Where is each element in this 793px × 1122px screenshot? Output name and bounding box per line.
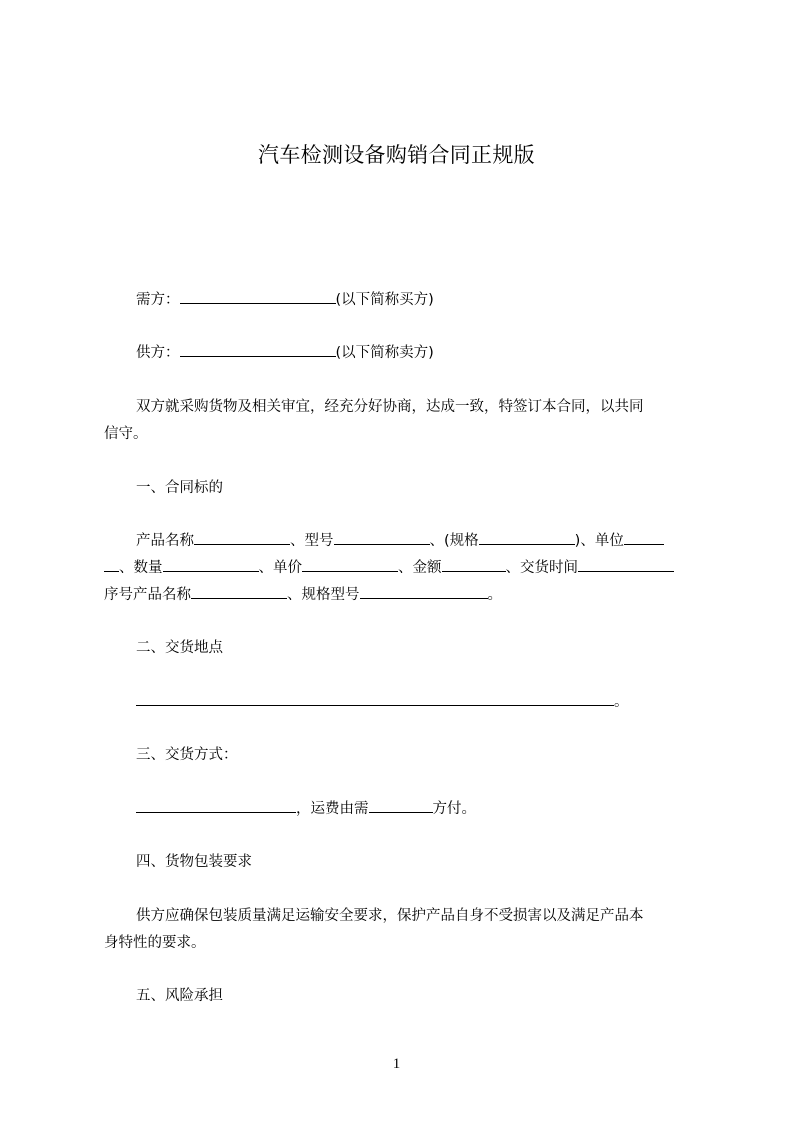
product-name-label: 产品名称 (136, 533, 194, 549)
delivery-method-blank[interactable] (136, 797, 296, 813)
packaging-line-2: 身特性的要求。 (104, 935, 206, 951)
document-title: 汽车检测设备购销合同正规版 (258, 143, 535, 167)
preamble-line-2: 信守。 (104, 426, 148, 442)
seller-line (104, 340, 728, 367)
spec-label: 、(规格 (429, 533, 479, 549)
delivery-place-end-mark: 。 (614, 694, 629, 710)
product-name-blank[interactable] (194, 529, 290, 545)
buyer-label: 需方： (136, 292, 180, 308)
buyer-line (104, 287, 728, 314)
quantity-label: 、数量 (119, 560, 163, 576)
section-heading-risk: 五、风险承担 (136, 988, 223, 1004)
spec-blank[interactable] (479, 529, 575, 545)
unit-blank-start[interactable] (624, 529, 664, 545)
page-number: 1 (392, 1056, 401, 1072)
subject-line-3 (104, 582, 696, 609)
model-blank[interactable] (334, 529, 430, 545)
seller-suffix: (以下简称卖方) (335, 345, 434, 361)
packaging-line-1: 供方应确保包装质量满足运输安全要求，保护产品自身不受损害以及满足产品本 (136, 908, 644, 924)
delivery-time-label: 、交货时间 (505, 560, 578, 576)
section-heading-delivery-method: 三、交货方式： (136, 747, 238, 763)
section-heading-delivery-place: 二、交货地点 (136, 640, 223, 656)
unit-price-label: 、单价 (258, 560, 302, 576)
delivery-time-blank[interactable] (578, 556, 674, 572)
section-heading-subject: 一、合同标的 (136, 480, 223, 496)
payment-label: 方付。 (432, 801, 476, 817)
freight-label: ，运费由需 (296, 801, 369, 817)
spec-model-blank[interactable] (360, 583, 488, 599)
serial-product-name-blank[interactable] (191, 583, 287, 599)
unit-label: )、单位 (574, 533, 624, 549)
subject-end-mark: 。 (487, 587, 502, 603)
buyer-name-blank[interactable] (180, 288, 336, 304)
delivery-method-line (104, 796, 728, 823)
model-label: 、型号 (290, 533, 334, 549)
subject-line-2 (104, 555, 696, 582)
amount-blank[interactable] (442, 556, 506, 572)
serial-product-name-label: 序号产品名称 (104, 587, 191, 603)
unit-price-blank[interactable] (302, 556, 398, 572)
seller-label: 供方： (136, 345, 180, 361)
amount-label: 、金额 (398, 560, 442, 576)
buyer-suffix: (以下简称买方) (335, 292, 434, 308)
delivery-place-line (104, 689, 728, 716)
unit-blank-end[interactable] (104, 556, 119, 572)
quantity-blank[interactable] (163, 556, 259, 572)
seller-name-blank[interactable] (180, 341, 336, 357)
preamble-line-1: 双方就采购货物及相关审宜，经充分好协商，达成一致，特签订本合同，以共同 (136, 399, 644, 415)
spec-model-label: 、规格型号 (287, 587, 360, 603)
section-heading-packaging: 四、货物包装要求 (136, 854, 252, 870)
subject-line-1 (104, 528, 728, 555)
delivery-place-blank[interactable] (136, 690, 614, 706)
freight-payer-blank[interactable] (369, 797, 433, 813)
